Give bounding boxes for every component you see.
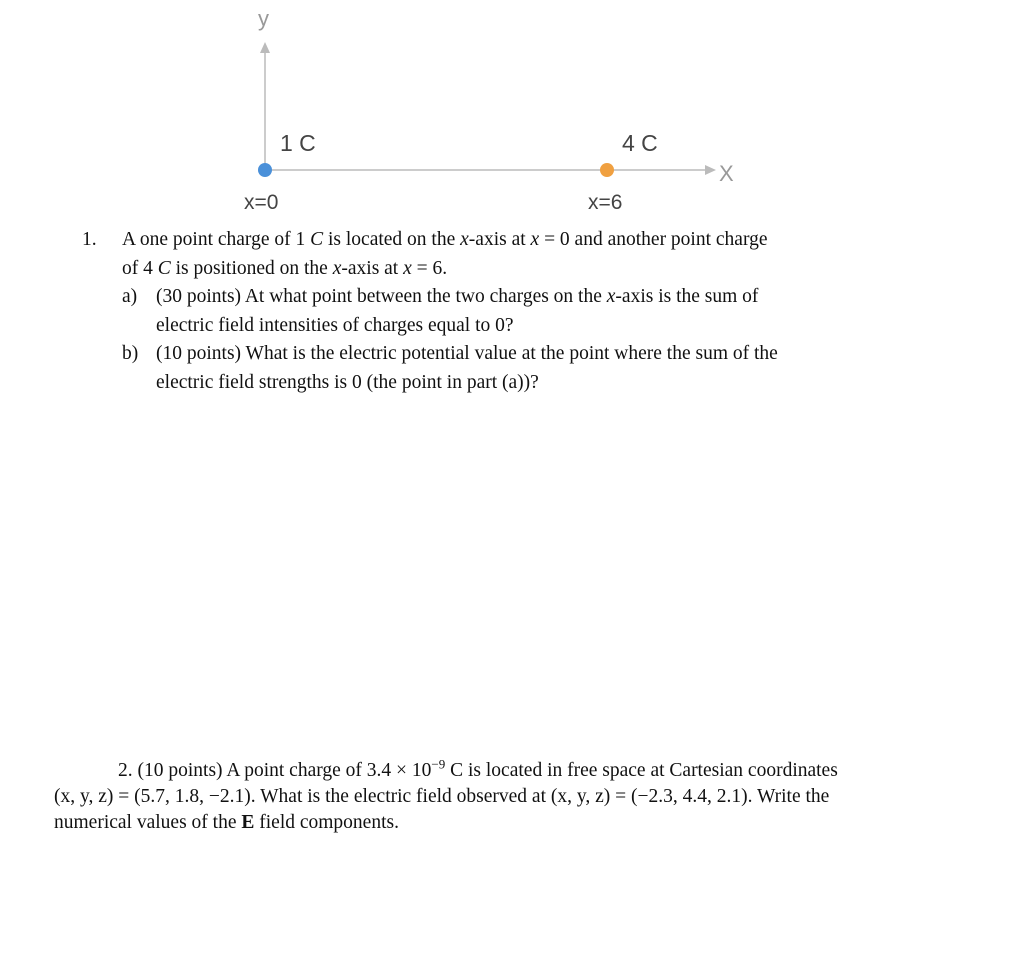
question-1-part-a — [122, 283, 942, 340]
charge-2-position: x=6 — [588, 191, 623, 214]
part-a-text: (30 points) At what point between the two charges on the x-axis is the sum of electric field intensities of charges equal to 0? — [156, 286, 759, 336]
part-a-letter: a) — [122, 286, 138, 307]
question-1-text: A one point charge of 1 C is located on the x-axis at x = 0 and another point charge of 4 C is positioned on the x-axis at x = 6. — [122, 229, 768, 279]
part-b-text: (10 points) What is the electric potential value at the point where the sum of the electric field strengths is 0 (the point in part (a))? — [156, 343, 778, 393]
question-1-part-b — [122, 340, 942, 397]
charge-2-label: 4 C — [622, 130, 658, 156]
question-1-number: 1. — [82, 229, 97, 250]
charge-1-position: x=0 — [244, 191, 279, 214]
question-1 — [82, 226, 942, 397]
charge-1-label: 1 C — [280, 130, 316, 156]
charge-diagram — [0, 0, 1024, 220]
part-b-letter: b) — [122, 343, 139, 364]
x-axis-arrowhead — [705, 165, 716, 175]
y-axis-arrowhead — [260, 42, 270, 53]
y-axis-label: y — [258, 6, 269, 31]
question-2: 2. (10 points) A point charge of $3.4 \times 10^{-9}$ C is located in free space at Cartesian coordinates (x, y, z) = (5.7, 1.8, −2.1). What is the electric field observed at (x, y, z) = (−2.3, 4.4, 2.1). Write the numerical values of the E field components. — [54, 756, 838, 833]
charge-2-point — [600, 163, 614, 177]
x-axis-label: X — [719, 161, 734, 186]
charge-1-point — [258, 163, 272, 177]
